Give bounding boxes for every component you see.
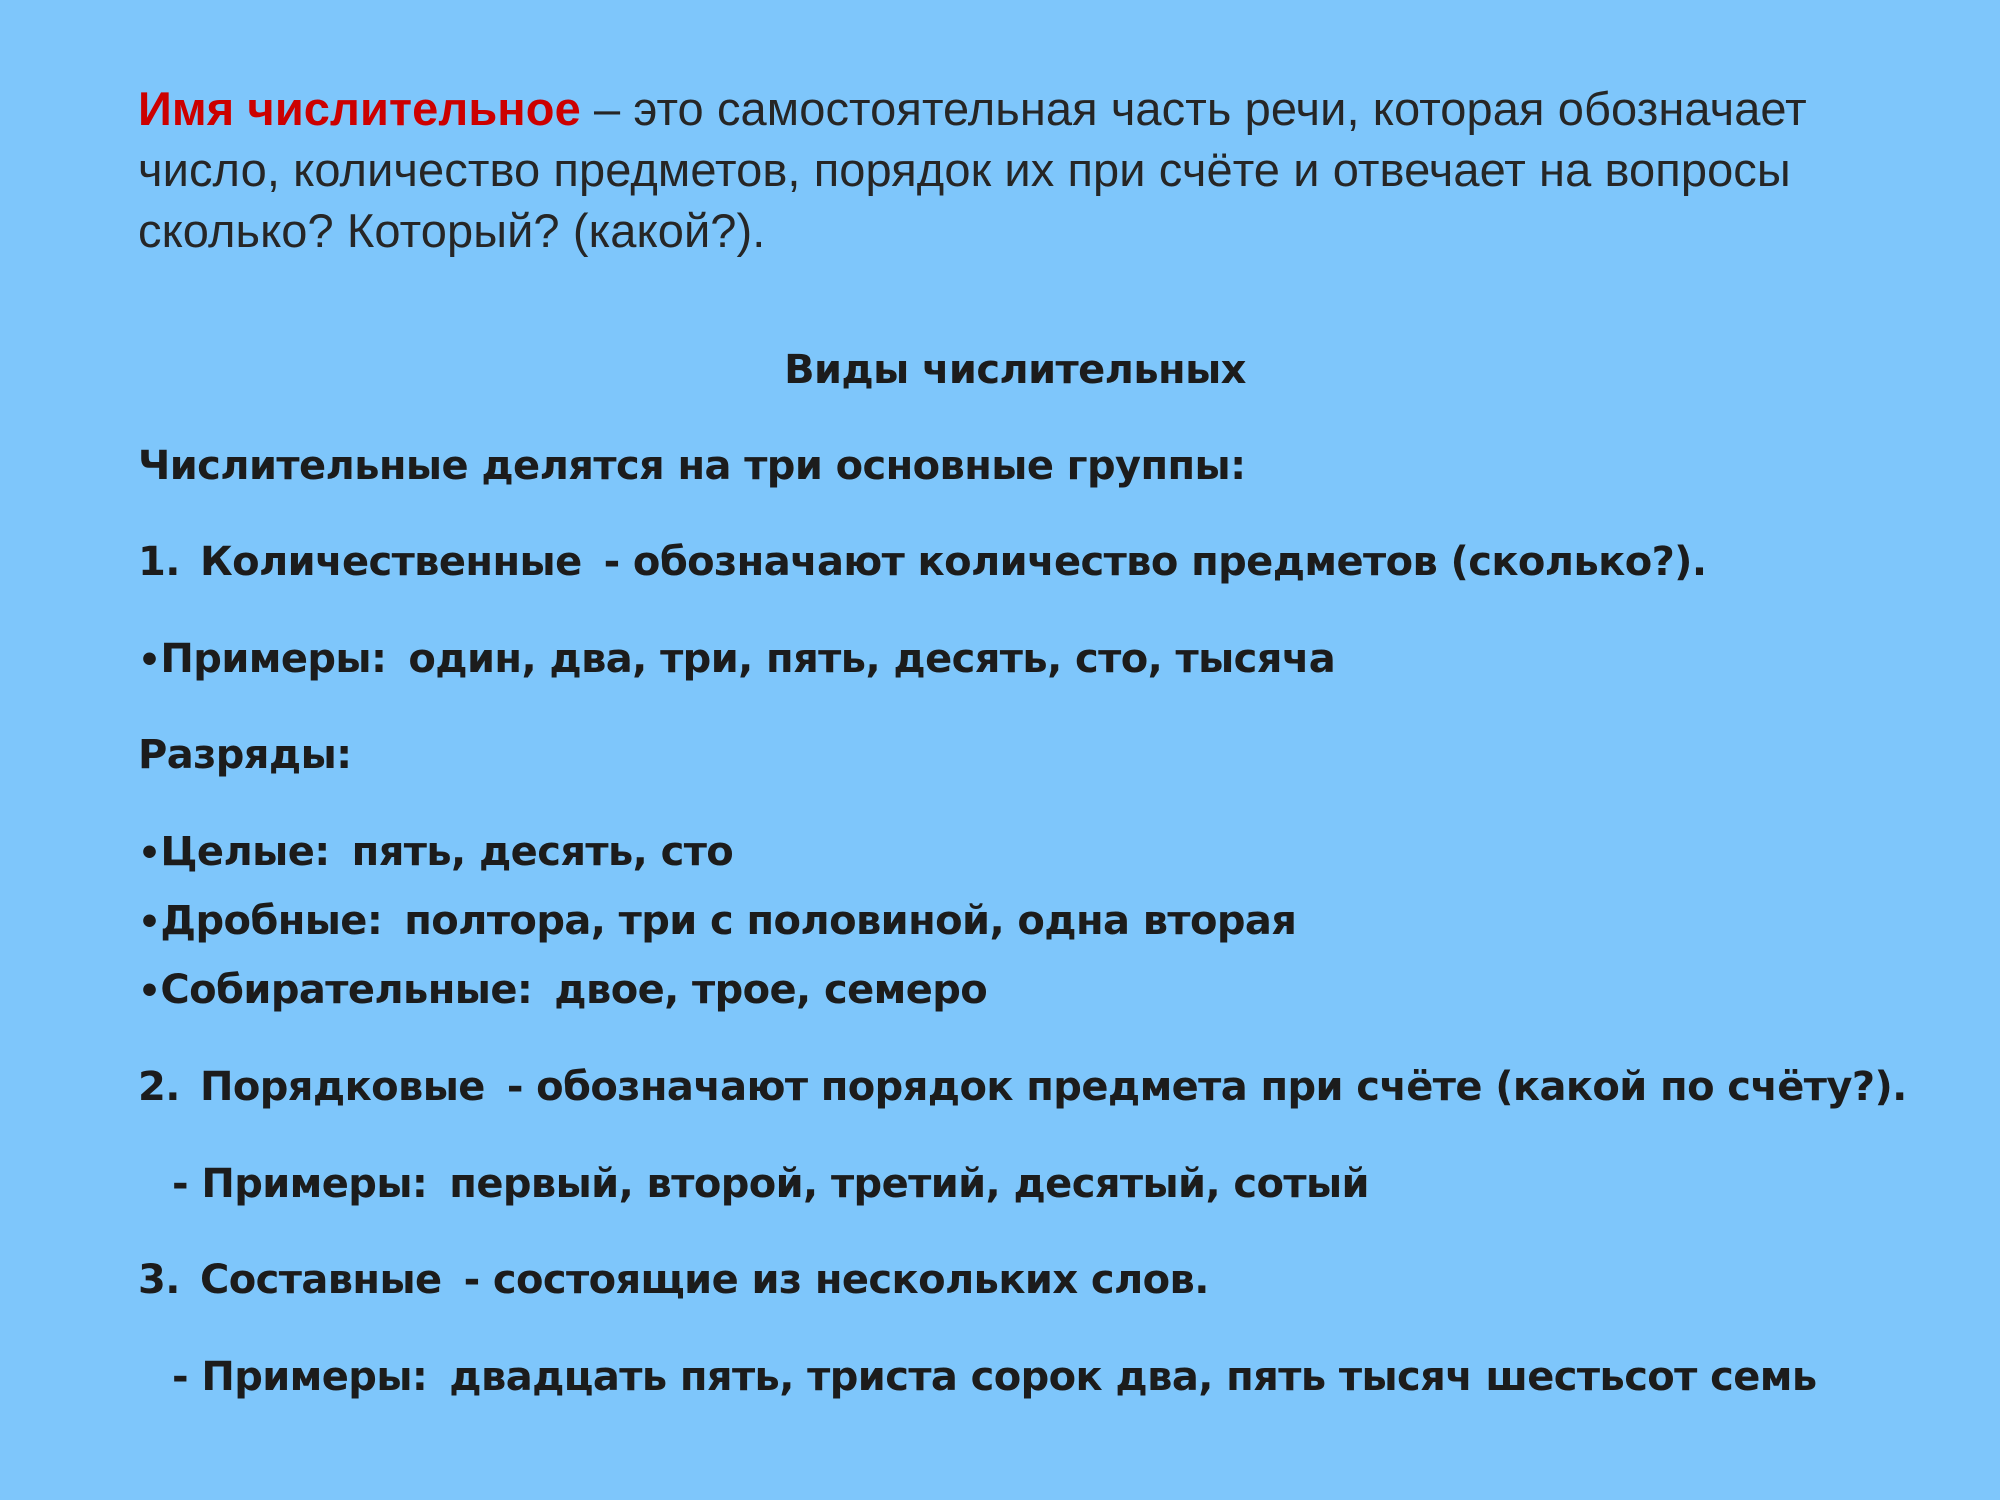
section-title: Виды числительных: [784, 347, 1246, 393]
group-2-number: 2.: [138, 1064, 180, 1110]
definition-term: Имя числительное: [138, 82, 581, 135]
group-1-examples-label: Примеры:: [160, 636, 387, 682]
bullet-icon: •: [138, 902, 161, 943]
intro-line: Числительные делятся на три основные группы:: [138, 443, 1246, 489]
category-item: [138, 967, 987, 1013]
group-3-name: Составные: [200, 1257, 442, 1303]
group-2-examples: первый, второй, третий, десятый, сотый: [449, 1161, 1369, 1207]
category-examples: двое, трое, семеро: [554, 967, 988, 1013]
group-2-description: - обозначают порядок предмета при счёте (какой по счёту?).: [506, 1064, 1907, 1110]
group-1-description: - обозначают количество предметов (сколько?).: [603, 539, 1707, 585]
group-1-line: [138, 539, 1706, 585]
categories-label: Разряды:: [138, 732, 352, 778]
group-1-name: Количественные: [200, 539, 582, 585]
category-name: Собирательные:: [160, 967, 533, 1013]
group-1-examples: один, два, три, пять, десять, сто, тысяча: [408, 636, 1336, 682]
group-1-examples-line: [138, 636, 1335, 682]
bullet-icon: •: [138, 971, 161, 1012]
category-item: [138, 898, 1296, 944]
group-2-line: [138, 1064, 1907, 1110]
category-examples: пять, десять, сто: [351, 829, 734, 875]
group-3-examples-line: [172, 1354, 1817, 1400]
group-3-description: - состоящие из нескольких слов.: [463, 1257, 1209, 1303]
group-2-name: Порядковые: [200, 1064, 485, 1110]
category-examples: полтора, три с половиной, одна вторая: [404, 898, 1297, 944]
group-3-examples: двадцать пять, триста сорок два, пять тысяч шестьсот семь: [449, 1354, 1817, 1400]
group-1-number: 1.: [138, 539, 180, 585]
group-2-examples-label: - Примеры:: [172, 1161, 428, 1207]
bullet-icon: •: [138, 640, 161, 681]
category-name: Целые:: [160, 829, 330, 875]
group-3-number: 3.: [138, 1257, 180, 1303]
definition-paragraph: [138, 78, 1918, 261]
bullet-icon: •: [138, 833, 161, 874]
group-3-line: [138, 1257, 1209, 1303]
category-name: Дробные:: [160, 898, 383, 944]
category-item: [138, 829, 733, 875]
group-2-examples-line: [172, 1161, 1369, 1207]
group-3-examples-label: - Примеры:: [172, 1354, 428, 1400]
definition-text: – это самостоятельная часть речи, которая обозначает число, количество предметов, порядок их при счёте и отвечает на вопросы сколько? Который? (какой?).: [138, 82, 1807, 257]
